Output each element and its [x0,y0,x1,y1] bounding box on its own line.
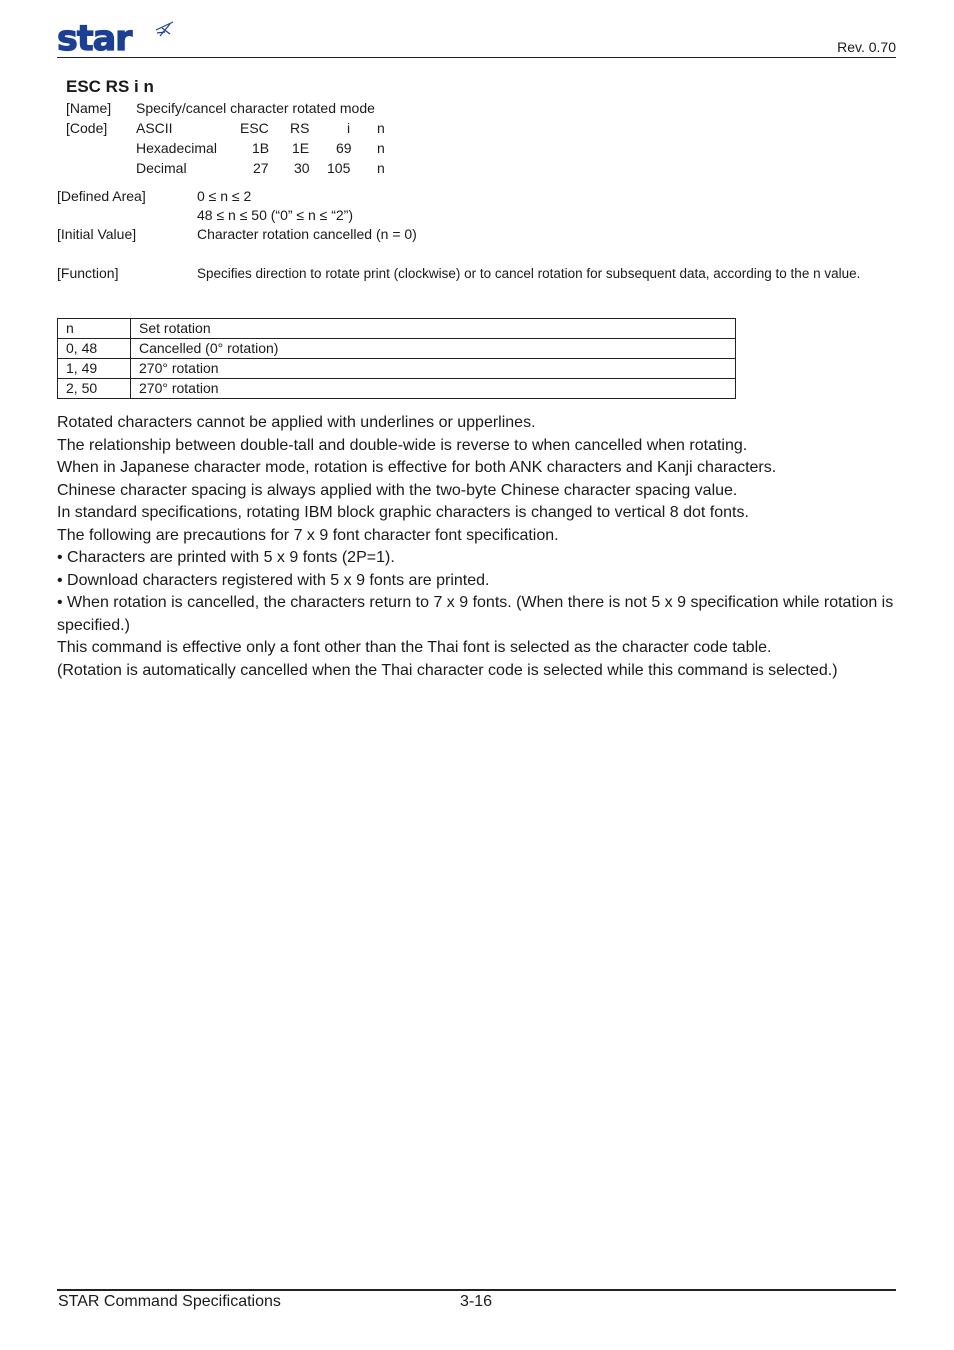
column-header-set-rotation: Set rotation [131,319,736,339]
footer-divider [57,1289,896,1291]
code-byte: n [377,120,385,136]
code-byte: ESC [240,120,269,136]
code-byte: 30 [294,160,310,176]
note-paragraph: When in Japanese character mode, rotation is effective for both ANK characters and Kanji characters. [57,459,777,476]
star-mark-icon [156,22,173,36]
table-cell-rotation: 270° rotation [131,359,736,379]
code-byte: n [377,160,385,176]
notes-section [57,412,902,682]
note-paragraph: The relationship between double-tall and double-wide is reverse to when cancelled when rotating. [57,436,748,454]
defined-area-line-1: 0 ≤ n ≤ 2 [197,188,252,204]
initial-value: Character rotation cancelled (n = 0) [197,226,417,242]
note-paragraph: Rotated characters cannot be applied with underlines or upperlines. [57,414,536,431]
page-number: 3-16 [460,1293,493,1310]
command-title: ESC RS i n [66,77,154,96]
note-paragraph: Chinese character spacing is always applied with the two-byte Chinese character spacing value. [57,481,738,499]
table-cell-rotation: 270° rotation [131,379,736,399]
note-bullet: • Download characters registered with 5 x 9 fonts are printed. [57,571,490,589]
table-header-row [58,319,736,339]
name-value: Specify/cancel character rotated mode [136,100,375,116]
logo-text: star [57,20,132,54]
table-cell-n: 1, 49 [58,359,131,379]
star-logo [56,20,176,54]
code-label: [Code] [66,120,108,136]
code-byte: RS [290,120,310,136]
code-byte: 105 [327,160,351,176]
footer-doc-title: STAR Command Specifications [58,1293,281,1310]
name-label: [Name] [66,100,112,116]
note-bullet: • When rotation is cancelled, the characters return to 7 x 9 fonts. (When there is not 5 x 9 specification while rotation is specified.) [57,594,894,634]
table-row [58,339,736,359]
header-divider [57,57,896,58]
function-description: Specifies direction to rotate print (clockwise) or to cancel rotation for subsequent data, according to the n value. [197,266,861,281]
note-paragraph: The following are precautions for 7 x 9 font character font specification. [57,526,559,544]
defined-area-label: [Defined Area] [57,188,146,204]
code-byte: 69 [336,140,352,156]
code-format-label: Decimal [136,160,187,176]
note-bullet: • Characters are printed with 5 x 9 fonts (2P=1). [57,549,395,566]
note-paragraph: (Rotation is automatically cancelled when the Thai character code is selected while this command is selected.) [57,661,838,679]
code-format-label: Hexadecimal [136,140,217,156]
revision-label: Rev. 0.70 [837,39,896,55]
code-byte: 27 [253,160,269,176]
code-format-label: ASCII [136,120,173,136]
defined-area-line-2: 48 ≤ n ≤ 50 (“0” ≤ n ≤ “2”) [197,207,354,223]
code-byte: 1E [292,140,310,156]
function-label: [Function] [57,265,119,281]
code-byte: i [347,120,351,136]
column-header-n: n [58,319,131,339]
table-row [58,359,736,379]
note-paragraph: This command is effective only a font other than the Thai font is selected as the character code table. [57,639,772,656]
table-cell-rotation: Cancelled (0° rotation) [131,339,736,359]
code-byte: n [377,140,385,156]
table-cell-n: 0, 48 [58,339,131,359]
table-row [58,379,736,399]
note-paragraph: In standard specifications, rotating IBM block graphic characters is changed to vertical 8 dot fonts. [57,504,749,521]
code-byte: 1B [252,140,270,156]
rotation-table [57,318,736,399]
initial-value-label: [Initial Value] [57,226,137,242]
table-cell-n: 2, 50 [58,379,131,399]
